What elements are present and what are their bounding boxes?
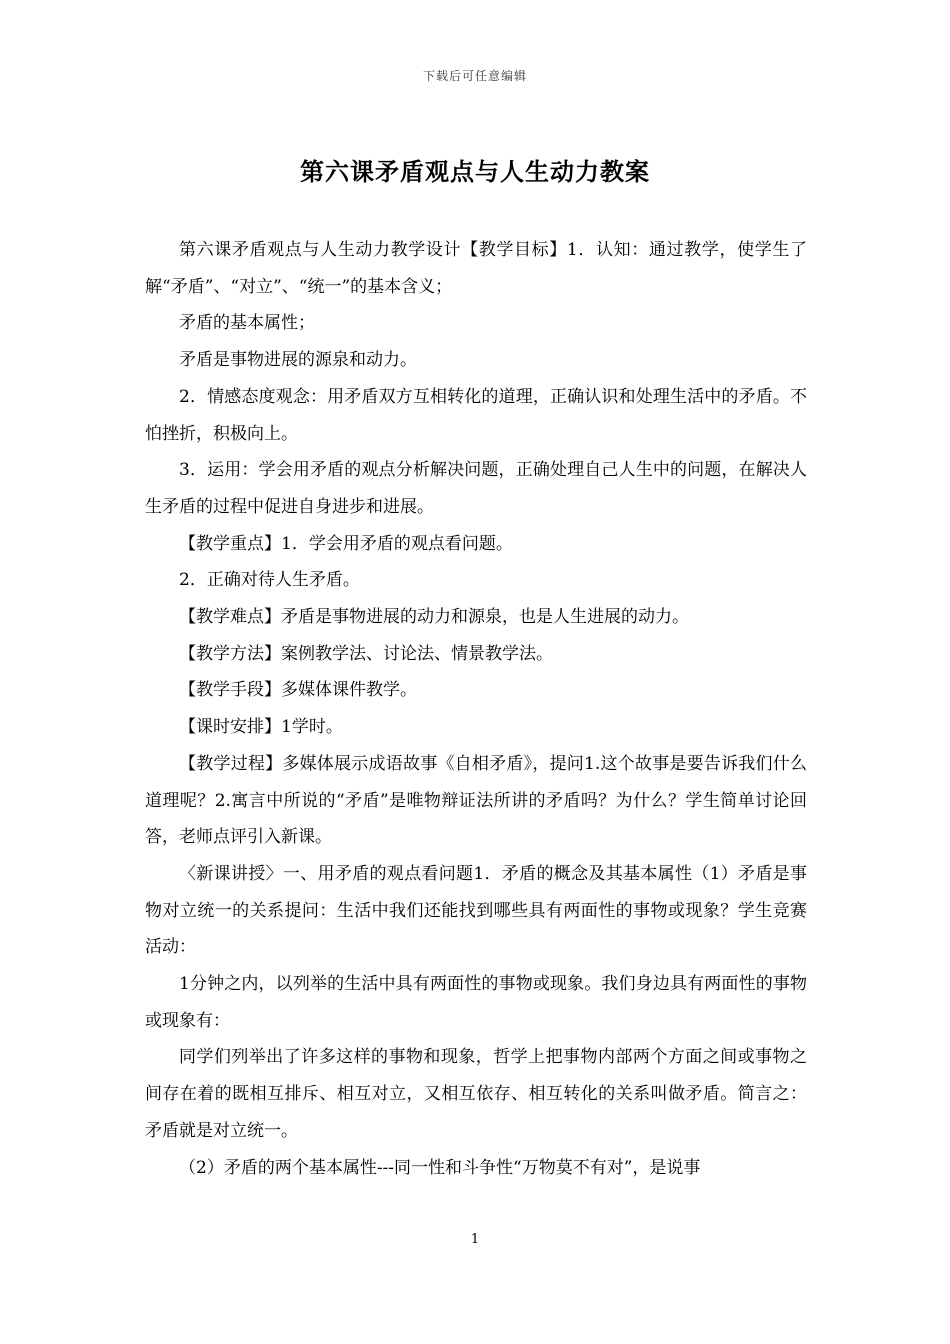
- header-note: 下载后可任意编辑: [422, 69, 527, 83]
- paragraph: （2）矛盾的两个基本属性---同一性和斗争性“万物莫不有对”，是说事: [179, 1157, 701, 1178]
- paragraph: 〈新课讲授〉一、用矛盾的观点看问题1．矛盾的概念及其基本属性（1）矛盾是事物对立统一的关系提问：生活中我们还能找到哪些具有两面性的事物或现象？学生竞赛活动：: [145, 863, 807, 958]
- paragraph: 【课时安排】1学时。: [179, 717, 343, 738]
- paragraph: 3．运用：学会用矛盾的观点分析解决问题，正确处理自己人生中的问题，在解决人生矛盾的过程中促进自身进步和进展。: [145, 460, 807, 517]
- paragraph: 矛盾是事物进展的源泉和动力。: [179, 350, 417, 371]
- paragraph: 【教学重点】1．学会用矛盾的观点看问题。: [179, 533, 513, 554]
- paragraph: 【教学难点】矛盾是事物进展的动力和源泉，也是人生进展的动力。: [179, 607, 689, 628]
- paragraph: 【教学手段】多媒体课件教学。: [179, 680, 417, 701]
- paragraph: 1分钟之内，以列举的生活中具有两面性的事物或现象。我们身边具有两面性的事物或现象有：: [145, 974, 807, 1031]
- paragraph: 【教学方法】案例教学法、讨论法、情景教学法。: [179, 643, 553, 664]
- page-number: 1: [470, 1232, 480, 1247]
- paragraph: 2．正确对待人生矛盾。: [179, 570, 360, 591]
- paragraph: 2．情感态度观念：用矛盾双方互相转化的道理，正确认识和处理生活中的矛盾。不怕挫折，积极向上。: [145, 386, 807, 444]
- page-title: 第六课矛盾观点与人生动力教案: [300, 157, 650, 186]
- paragraph: 【教学过程】多媒体展示成语故事《自相矛盾》，提问1.这个故事是要告诉我们什么道理呢？2.寓言中所说的“矛盾”是唯物辩证法所讲的矛盾吗？为什么？学生简单讨论回答，老师点评引入新课。: [145, 753, 807, 848]
- paragraph: 同学们列举出了许多这样的事物和现象，哲学上把事物内部两个方面之间或事物之间存在着的既相互排斥、相互对立，又相互依存、相互转化的关系叫做矛盾。简言之：矛盾就是对立统一。: [145, 1047, 807, 1141]
- paragraph: 矛盾的基本属性；: [179, 313, 315, 334]
- paragraph: 第六课矛盾观点与人生动力教学设计【教学目标】1．认知：通过教学，使学生了解“矛盾”、“对立”、“统一”的基本含义；: [145, 240, 807, 297]
- body-text: [145, 232, 807, 1186]
